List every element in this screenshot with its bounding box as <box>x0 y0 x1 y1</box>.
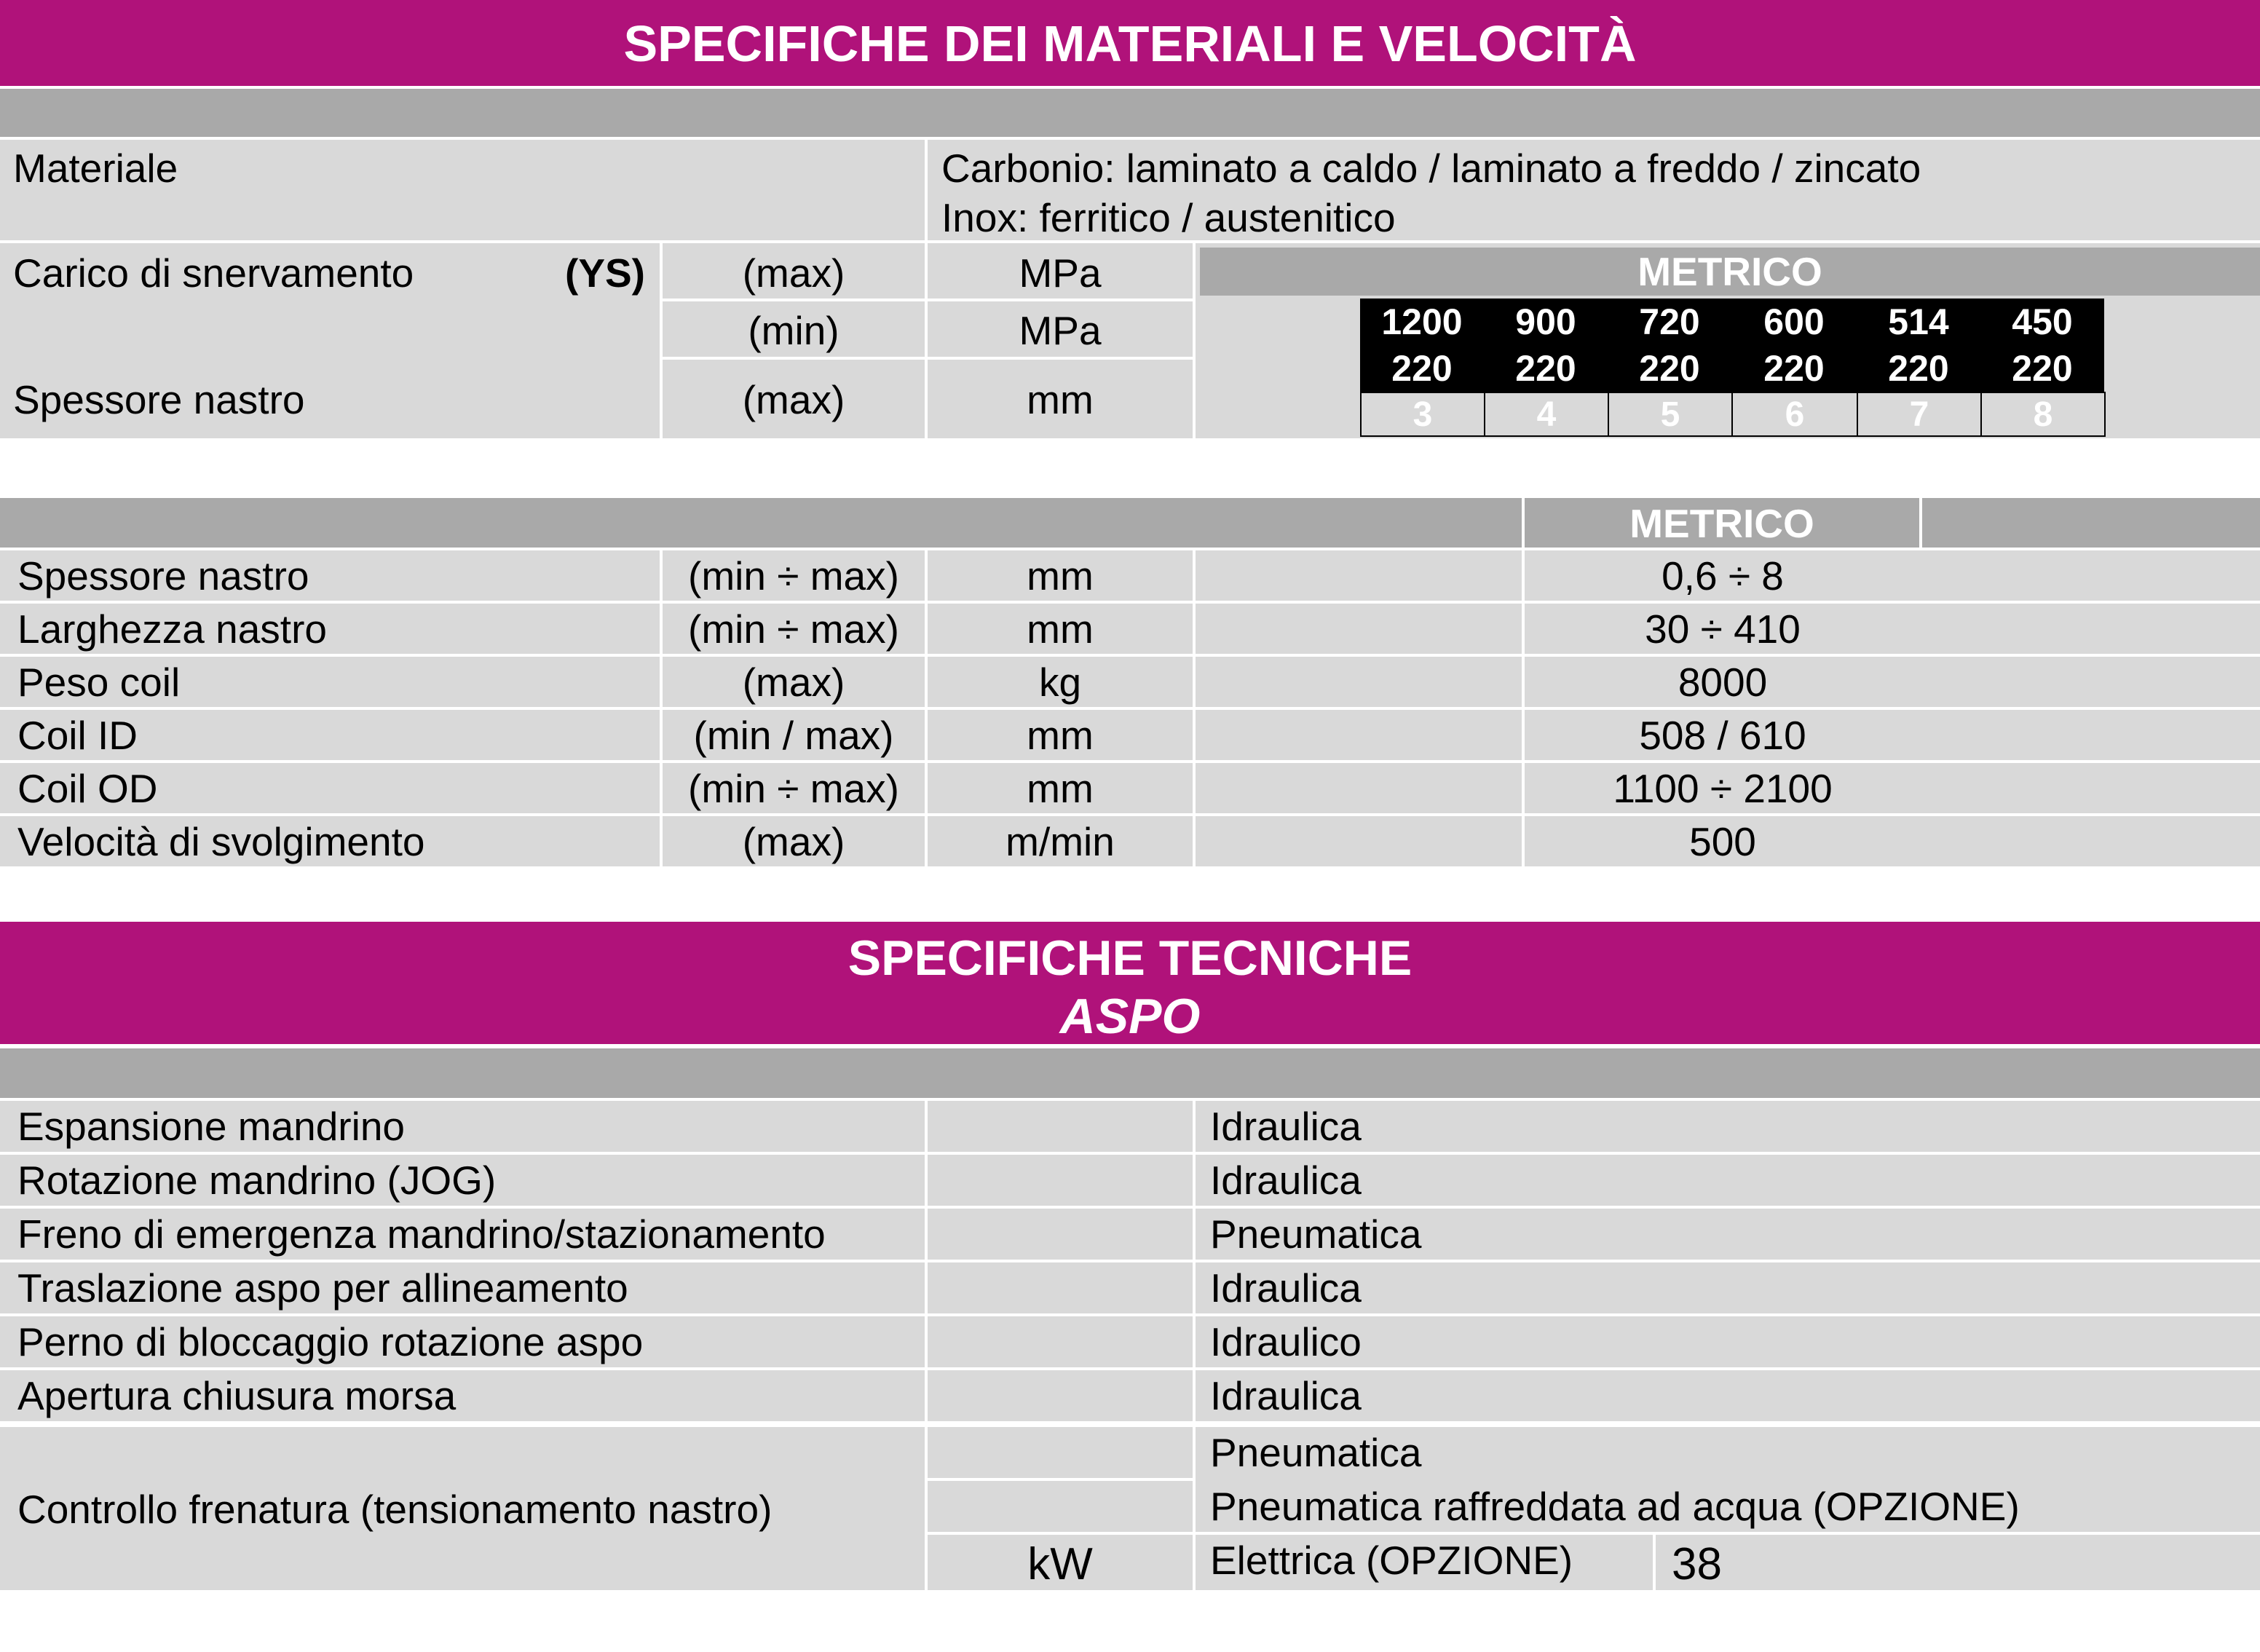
ys-max-qualifier: (max) <box>742 250 845 296</box>
dimension-qualifier: (min ÷ max) <box>688 606 899 652</box>
thickness-value: 8 <box>1980 392 2106 437</box>
dimension-label: Velocità di svolgimento <box>17 819 425 864</box>
ys-abbr: (YS) <box>565 250 645 296</box>
dimensions-header-left <box>0 498 1522 548</box>
ys-label: Carico di snervamento <box>13 250 414 296</box>
dimension-unit: mm <box>1027 713 1094 758</box>
ys-max-value: 720 <box>1608 299 1731 345</box>
ys-max-value: 900 <box>1484 299 1608 345</box>
dimension-value: 500 <box>1689 819 1756 864</box>
material-line-carbon: Carbonio: laminato a caldo / laminato a freddo / zincato <box>941 146 1921 191</box>
tech-value: Idraulica <box>1210 1158 1362 1203</box>
tech-spacer-cell <box>928 1209 1193 1260</box>
brake-label: Controllo frenatura (tensionamento nastro) <box>17 1487 773 1532</box>
tech-label: Traslazione aspo per allineamento <box>17 1265 628 1311</box>
dimension-qualifier: (max) <box>742 819 845 864</box>
tech-spacer-cell <box>928 1155 1193 1206</box>
dimension-label: Coil ID <box>17 713 138 758</box>
dimension-unit: m/min <box>1005 819 1115 864</box>
dimension-qualifier: (min ÷ max) <box>688 553 899 598</box>
thickness-unit: mm <box>1027 377 1094 422</box>
ys-max-value: 1200 <box>1360 299 1484 345</box>
dimension-qualifier: (min / max) <box>693 713 894 758</box>
tech-spacer-cell <box>928 1101 1193 1152</box>
dimension-unit: kg <box>1038 660 1082 705</box>
thickness-label: Spessore nastro <box>13 377 305 422</box>
brake-option-electric: Elettrica (OPZIONE) <box>1210 1538 1573 1583</box>
dimension-value: 508 / 610 <box>1639 713 1806 758</box>
metric-header-1 <box>1200 248 2260 296</box>
metric-header-1-label: METRICO <box>1637 249 1822 294</box>
tech-subtitle: ASPO <box>1059 989 1201 1044</box>
metric-header-2-label: METRICO <box>1629 501 1814 546</box>
ys-max-unit: MPa <box>1019 250 1102 296</box>
dimension-spacer-cell <box>1196 816 1522 866</box>
dimension-spacer-cell <box>1196 763 1522 813</box>
tech-label: Freno di emergenza mandrino/stazionamento <box>17 1212 826 1257</box>
brake-unit: kW <box>1027 1539 1093 1589</box>
thickness-value: 5 <box>1608 392 1733 437</box>
tech-value: Pneumatica <box>1210 1212 1422 1257</box>
ys-min-value: 220 <box>1980 345 2104 392</box>
dimension-value: 8000 <box>1678 660 1768 705</box>
thickness-value: 3 <box>1360 392 1485 437</box>
dimension-spacer-cell <box>1196 604 1522 654</box>
dimension-unit: mm <box>1027 766 1094 811</box>
tech-label: Espansione mandrino <box>17 1104 406 1149</box>
tech-value: Idraulico <box>1210 1319 1362 1364</box>
ys-max-value: 600 <box>1731 299 1857 345</box>
tech-label: Rotazione mandrino (JOG) <box>17 1158 497 1203</box>
tech-label: Apertura chiusura morsa <box>17 1373 457 1418</box>
ys-min-value: 220 <box>1360 345 1484 392</box>
ys-min-value: 220 <box>1731 345 1857 392</box>
tech-spacer-cell <box>928 1370 1193 1421</box>
brake-power-value: 38 <box>1672 1539 1722 1589</box>
tech-title: SPECIFICHE TECNICHE <box>848 930 1412 986</box>
dimension-unit: mm <box>1027 606 1094 652</box>
brake-option-pneumatic: Pneumatica <box>1210 1430 1422 1475</box>
dimension-label: Larghezza nastro <box>17 606 327 652</box>
dimension-label: Spessore nastro <box>17 553 309 598</box>
thickness-qualifier: (max) <box>742 377 845 422</box>
ys-min-unit: MPa <box>1019 308 1102 353</box>
ys-max-value: 514 <box>1857 299 1980 345</box>
thickness-value: 6 <box>1731 392 1858 437</box>
tech-value: Idraulica <box>1210 1104 1362 1149</box>
tech-value: Idraulica <box>1210 1265 1362 1311</box>
tech-spacer-cell <box>928 1316 1193 1367</box>
ys-min-value: 220 <box>1608 345 1731 392</box>
thickness-value: 4 <box>1484 392 1609 437</box>
ys-max-value: 450 <box>1980 299 2104 345</box>
materials-title-band <box>0 0 2260 86</box>
ys-min-qualifier: (min) <box>748 308 839 353</box>
dimension-spacer-cell <box>1196 550 1522 601</box>
brake-option-water-cooled: Pneumatica raffreddata ad acqua (OPZIONE) <box>1210 1484 2020 1529</box>
tech-header-bar <box>0 1048 2260 1098</box>
dimension-label: Peso coil <box>17 660 181 705</box>
dimension-spacer-cell <box>1196 710 1522 760</box>
dimension-spacer-cell <box>1196 657 1522 707</box>
dimension-qualifier: (max) <box>742 660 845 705</box>
brake-power-cell <box>1656 1535 2260 1590</box>
ys-min-value: 220 <box>1484 345 1608 392</box>
ys-min-value: 220 <box>1857 345 1980 392</box>
dimension-label: Coil OD <box>17 766 158 811</box>
tech-value: Idraulica <box>1210 1373 1362 1418</box>
material-line-inox: Inox: ferritico / austenitico <box>941 195 1396 240</box>
dimension-value: 1100 ÷ 2100 <box>1613 766 1833 811</box>
tech-spacer-cell <box>928 1262 1193 1313</box>
materials-title: SPECIFICHE DEI MATERIALI E VELOCITÀ <box>623 15 1637 72</box>
dimension-value: 0,6 ÷ 8 <box>1662 553 1784 598</box>
brake-spacer-cell-1 <box>928 1427 1193 1478</box>
dimensions-header-right <box>1922 498 2260 548</box>
brake-spacer-cell-2 <box>928 1481 1193 1532</box>
tech-title-band <box>0 922 2260 1044</box>
tech-label: Perno di bloccaggio rotazione aspo <box>17 1319 644 1364</box>
materials-header-bar <box>0 89 2260 137</box>
metric-header-2 <box>1525 498 1919 548</box>
dimension-qualifier: (min ÷ max) <box>688 766 899 811</box>
dimension-unit: mm <box>1027 553 1094 598</box>
material-label: Materiale <box>13 146 178 191</box>
dimension-value: 30 ÷ 410 <box>1645 606 1801 652</box>
thickness-value: 7 <box>1857 392 1982 437</box>
